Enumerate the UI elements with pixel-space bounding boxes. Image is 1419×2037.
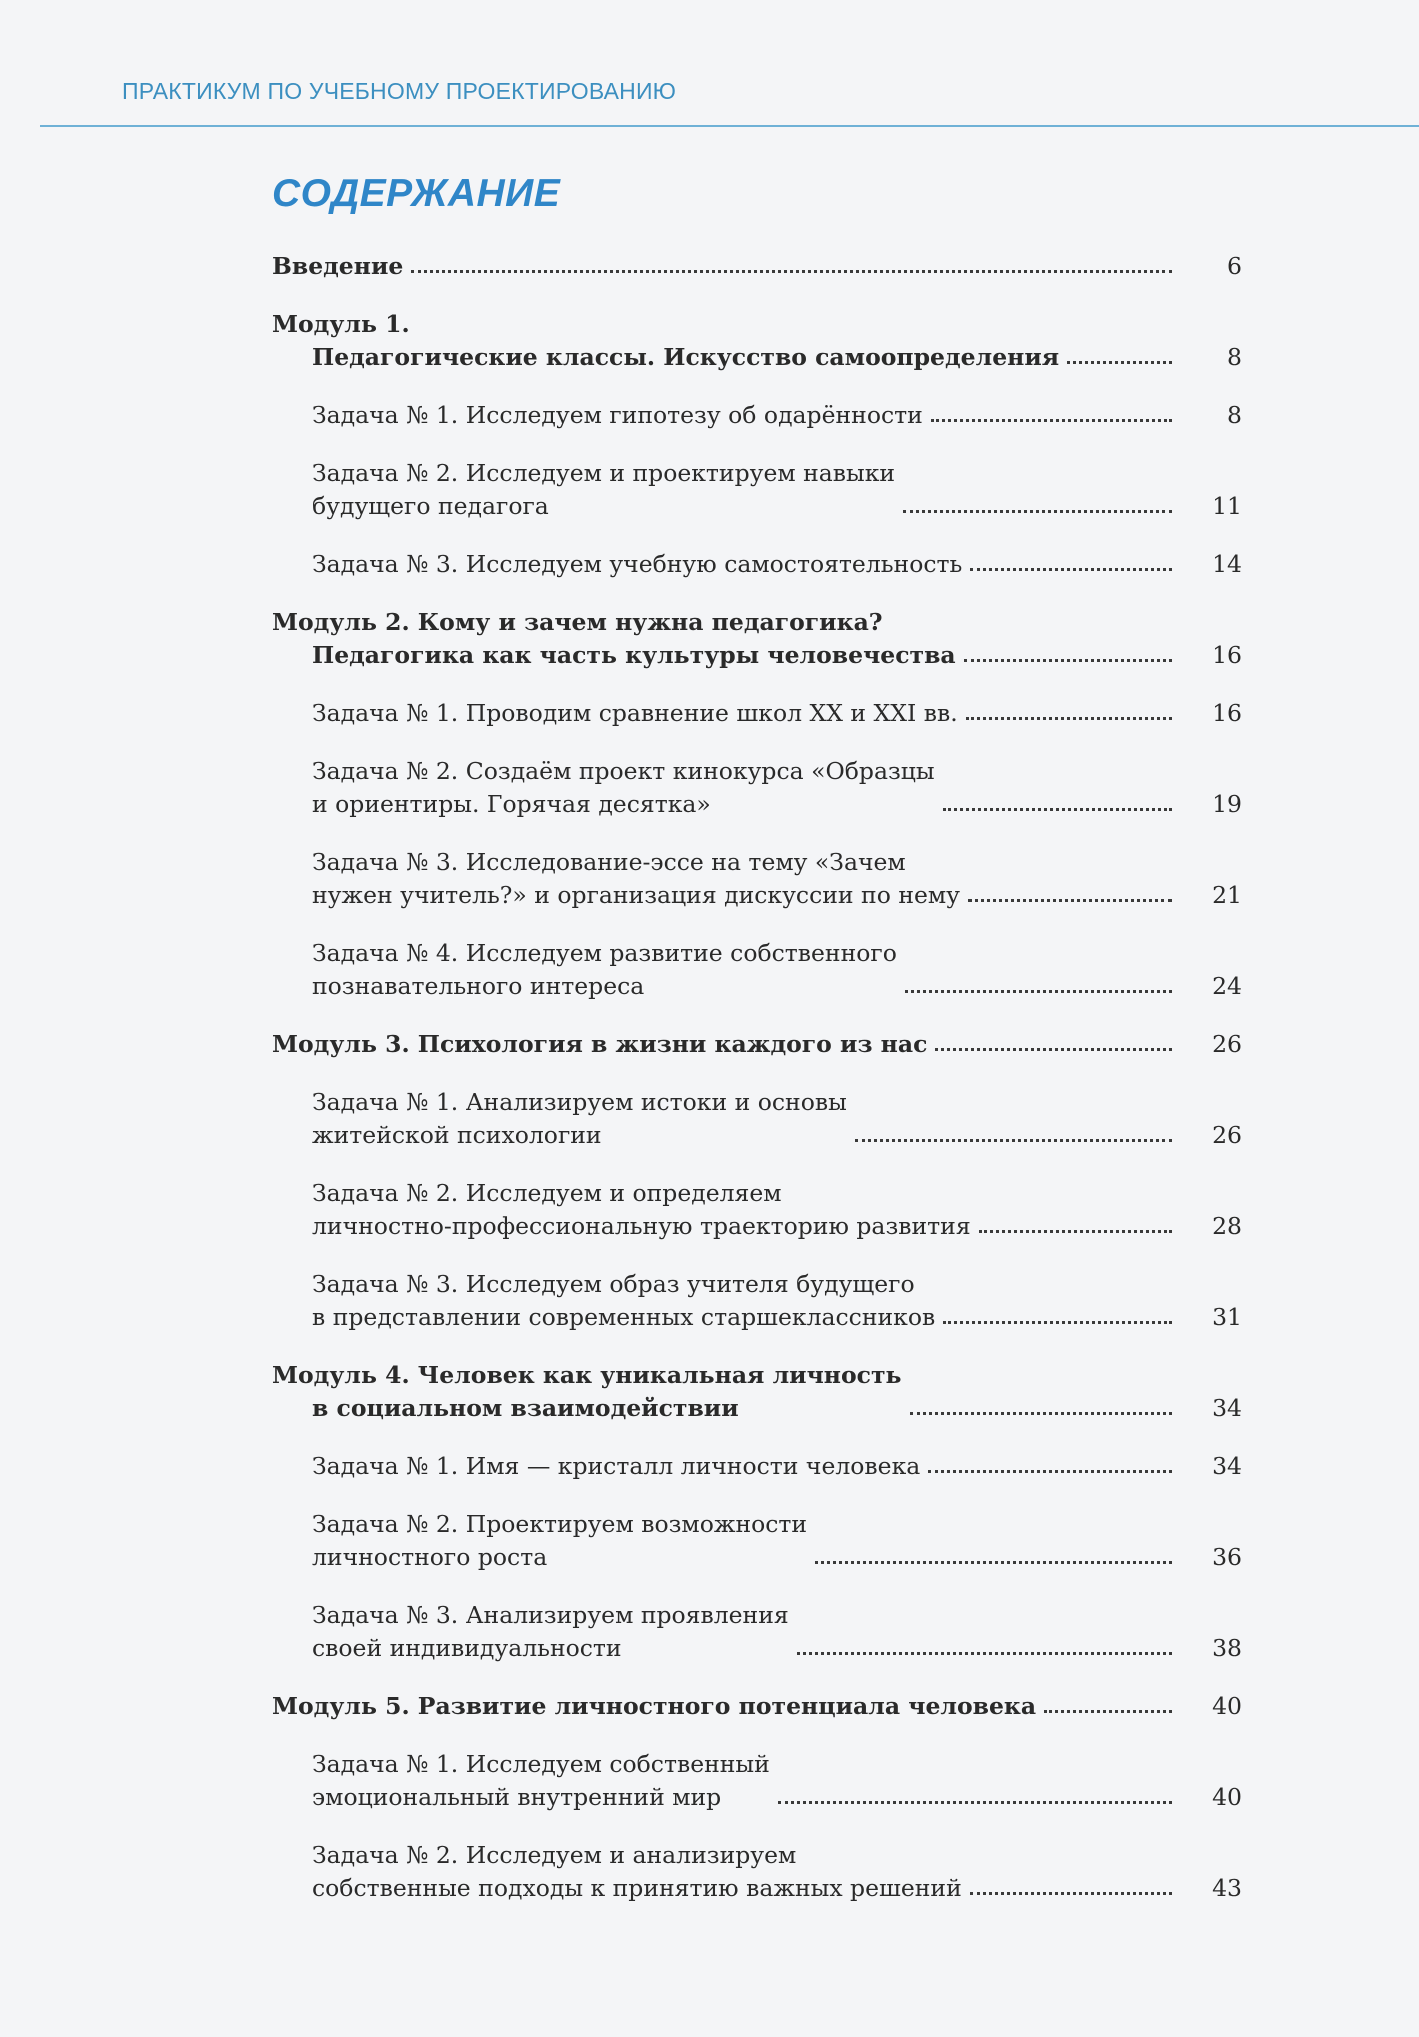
toc-entry-module-1[interactable] — [272, 308, 1242, 374]
toc-title: СОДЕРЖАНИЕ — [272, 172, 561, 215]
dot-leader — [966, 717, 1172, 720]
entry-title-line: своей индивидуальности — [312, 1634, 622, 1662]
page-number: 28 — [1212, 1212, 1242, 1240]
entry-title-line: Модуль 5. Развитие личностного потенциала человека — [272, 1692, 1037, 1720]
dot-leader — [968, 899, 1172, 902]
page-number: 34 — [1212, 1452, 1242, 1480]
entry-title-line: Задача № 2. Исследуем и определяем — [312, 1179, 782, 1207]
page-number: 16 — [1212, 641, 1242, 669]
dot-leader — [1067, 361, 1172, 364]
page-number: 38 — [1212, 1634, 1242, 1662]
entry-title-line: Задача № 2. Проектируем возможности — [312, 1510, 808, 1538]
entry-title-line: Задача № 2. Исследуем и проектируем навыки — [312, 459, 896, 487]
entry-title-line: личностно-профессиональную траекторию развития — [312, 1212, 971, 1240]
header-rule — [40, 125, 1419, 127]
dot-leader — [815, 1561, 1172, 1564]
dot-leader — [411, 270, 1172, 273]
entry-title-line: Задача № 1. Проводим сравнение школ XX и XXI вв. — [312, 699, 958, 727]
entry-title-line: Задача № 4. Исследуем развитие собственного — [312, 939, 897, 967]
toc-entry-task[interactable] — [272, 1839, 1242, 1905]
entry-title-line: Модуль 1. — [272, 310, 410, 338]
entry-title-line: Педагогические классы. Искусство самоопределения — [312, 343, 1060, 371]
page-number: 8 — [1227, 343, 1242, 371]
entry-title-line: Задача № 3. Исследование-эссе на тему «Зачем — [312, 848, 906, 876]
page-number: 19 — [1212, 790, 1242, 818]
toc-entry-task[interactable] — [272, 399, 1242, 432]
page-number: 14 — [1212, 550, 1242, 578]
page-number: 43 — [1212, 1874, 1242, 1902]
table-of-contents — [272, 250, 1242, 1905]
toc-entry-task[interactable] — [272, 1450, 1242, 1483]
running-head: ПРАКТИКУМ ПО УЧЕБНОМУ ПРОЕКТИРОВАНИЮ — [122, 78, 677, 104]
entry-title-line: эмоциональный внутренний мир — [312, 1783, 722, 1811]
entry-title-line: Педагогика как часть культуры человечества — [312, 641, 956, 669]
entry-title-line: Модуль 2. Кому и зачем нужна педагогика? — [272, 608, 883, 636]
entry-title-line: Задача № 1. Исследуем собственный — [312, 1750, 770, 1778]
entry-title-line: личностного роста — [312, 1543, 548, 1571]
entry-title-line: Задача № 2. Создаём проект кинокурса «Образцы — [312, 757, 935, 785]
entry-title-line: Введение — [272, 252, 404, 280]
dot-leader — [928, 1470, 1172, 1473]
toc-entry-module-3[interactable] — [272, 1028, 1242, 1061]
dot-leader — [1044, 1710, 1172, 1713]
dot-leader — [778, 1801, 1172, 1804]
toc-entry-task[interactable] — [272, 937, 1242, 1003]
dot-leader — [964, 659, 1172, 662]
entry-title-line: нужен учитель?» и организация дискуссии по нему — [312, 881, 961, 909]
page-number: 24 — [1212, 972, 1242, 1000]
page-number: 40 — [1212, 1783, 1242, 1811]
page-number: 8 — [1227, 401, 1242, 429]
toc-entry-task[interactable] — [272, 755, 1242, 821]
page-number: 26 — [1212, 1030, 1242, 1058]
dot-leader — [979, 1230, 1172, 1233]
entry-title-line: Задача № 2. Исследуем и анализируем — [312, 1841, 797, 1869]
toc-entry-task[interactable] — [272, 1086, 1242, 1152]
entry-title-line: Модуль 3. Психология в жизни каждого из нас — [272, 1030, 928, 1058]
toc-entry-task[interactable] — [272, 1268, 1242, 1334]
dot-leader — [970, 1892, 1172, 1895]
entry-title-line: в социальном взаимодействии — [312, 1394, 739, 1422]
toc-entry-task[interactable] — [272, 697, 1242, 730]
entry-title-line: Задача № 1. Исследуем гипотезу об одарённости — [312, 401, 923, 429]
toc-entry-task[interactable] — [272, 1177, 1242, 1243]
entry-title-line: и ориентиры. Горячая десятка» — [312, 790, 711, 818]
page-number: 34 — [1212, 1394, 1242, 1422]
toc-entry-task[interactable] — [272, 457, 1242, 523]
dot-leader — [903, 510, 1172, 513]
entry-title-line: в представлении современных старшеклассников — [312, 1303, 936, 1331]
toc-entry-module-2[interactable] — [272, 606, 1242, 672]
entry-title-line: познавательного интереса — [312, 972, 645, 1000]
toc-entry-task[interactable] — [272, 548, 1242, 581]
page-number: 21 — [1212, 881, 1242, 909]
page-number: 6 — [1227, 252, 1242, 280]
toc-entry-task[interactable] — [272, 1748, 1242, 1814]
dot-leader — [905, 990, 1172, 993]
toc-entry-introduction[interactable] — [272, 250, 1242, 283]
toc-entry-module-4[interactable] — [272, 1359, 1242, 1425]
toc-entry-task[interactable] — [272, 846, 1242, 912]
dot-leader — [797, 1652, 1172, 1655]
toc-entry-task[interactable] — [272, 1508, 1242, 1574]
page-number: 16 — [1212, 699, 1242, 727]
entry-title-line: будущего педагога — [312, 492, 549, 520]
page-number: 40 — [1212, 1692, 1242, 1720]
page-number: 31 — [1212, 1303, 1242, 1331]
dot-leader — [943, 808, 1172, 811]
page-number: 36 — [1212, 1543, 1242, 1571]
dot-leader — [931, 419, 1172, 422]
entry-title-line: Задача № 3. Анализируем проявления — [312, 1601, 789, 1629]
entry-title-line: Задача № 1. Анализируем истоки и основы — [312, 1088, 847, 1116]
toc-entry-module-5[interactable] — [272, 1690, 1242, 1723]
dot-leader — [855, 1139, 1172, 1142]
dot-leader — [970, 568, 1172, 571]
page-number: 26 — [1212, 1121, 1242, 1149]
entry-title-line: житейской психологии — [312, 1121, 602, 1149]
dot-leader — [943, 1321, 1172, 1324]
entry-title-line: Модуль 4. Человек как уникальная личность — [272, 1361, 902, 1389]
toc-entry-task[interactable] — [272, 1599, 1242, 1665]
page-number: 11 — [1212, 492, 1242, 520]
entry-title-line: Задача № 3. Исследуем учебную самостоятельность — [312, 550, 963, 578]
dot-leader — [910, 1412, 1173, 1415]
entry-title-line: Задача № 1. Имя — кристалл личности человека — [312, 1452, 921, 1480]
entry-title-line: Задача № 3. Исследуем образ учителя будущего — [312, 1270, 915, 1298]
entry-title-line: собственные подходы к принятию важных решений — [312, 1874, 962, 1902]
dot-leader — [935, 1048, 1172, 1051]
